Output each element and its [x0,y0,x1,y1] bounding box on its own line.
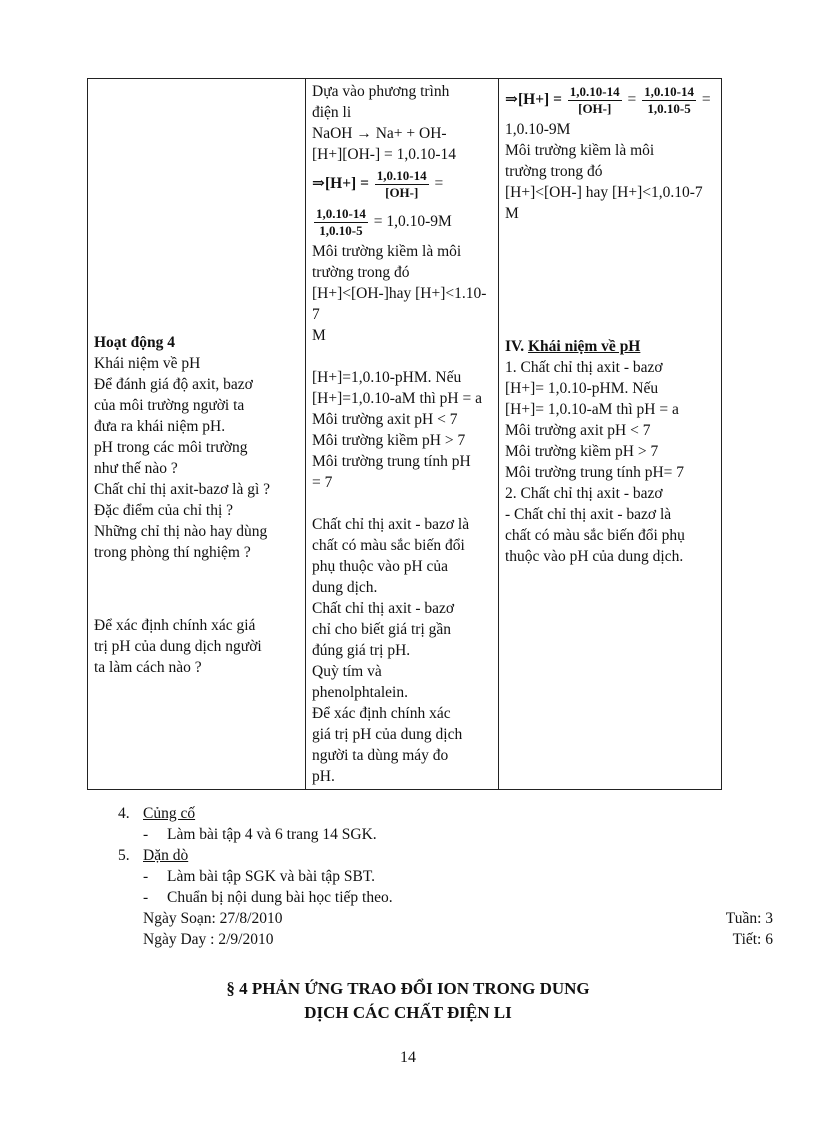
student-line: Môi trường kiềm là môi [312,243,462,260]
content-line: Môi trường axit pH < 7 [505,422,651,439]
formula-text: = 1,0.10-9M [373,213,452,230]
week-number: Tuần: 3 [725,910,773,927]
formula-text: = [434,175,444,192]
bullet-dash: - [143,868,149,885]
formula-text: ⇒[H+] = [312,175,369,192]
fraction-denominator: [OH-] [385,184,419,200]
period-number: Tiết: 6 [732,931,773,948]
content-line: M [505,205,519,222]
student-line: Môi trường axit pH < 7 [312,411,458,428]
formula-text: = [627,91,637,108]
fraction-denominator: 1,0.10-5 [319,222,363,238]
activity-line: Những chỉ thị nào hay dùng [94,523,268,540]
activity-line: Để xác định chính xác giá [94,617,256,634]
fraction-line [505,81,715,119]
bullet-dash: - [143,826,149,843]
list-item [118,803,778,824]
content-line: thuộc vào pH của dung dịch. [505,548,684,565]
fraction-numerator: 1,0.10-14 [376,167,427,183]
activity-line: đưa ra khái niệm pH. [94,418,226,435]
student-line: [H+]=1,0.10-pHM. Nếu [312,369,462,386]
prep-date: Ngày Soạn: 27/8/2010 [143,910,283,927]
lesson-steps [118,803,778,908]
student-line: trường trong đó [312,264,410,281]
teach-date: Ngày Day : 2/9/2010 [143,931,274,948]
activity-line: Chất chỉ thị axit-bazơ là gì ? [94,481,271,498]
student-line: Môi trường kiềm pH > 7 [312,432,466,449]
item-text: Làm bài tập SGK và bài tập SBT. [167,868,376,885]
student-line: Dựa vào phương trình [312,83,450,100]
item-text: Làm bài tập 4 và 6 trang 14 SGK. [167,826,377,843]
student-activity-cell [306,79,499,790]
fraction [642,84,696,117]
item-label: Củng cố [143,805,196,822]
activity-line: ta làm cách nào ? [94,659,202,676]
activity-line: như thế nào ? [94,460,178,477]
date-row [143,929,773,950]
item-number: 4. [118,805,130,822]
fraction [568,84,622,117]
fraction-numerator: 1,0.10-14 [316,205,366,221]
fraction-denominator: [OH-] [578,100,612,116]
student-line: người ta dùng máy đo [312,747,449,764]
equation-line: NaOH → Na+ + OH- [312,125,447,142]
content-cell [499,79,722,790]
student-line: phenolphtalein. [312,684,408,701]
activity-line: trị pH của dung dịch người [94,638,262,655]
activity-line: Đặc điểm của chỉ thị ? [94,502,234,519]
section-number: IV. [505,338,525,355]
student-line: Chất chỉ thị axit - bazơ [312,600,455,617]
item-label: Dặn dò [143,847,189,864]
student-line: Quỳ tím và [312,663,382,680]
student-line: M [312,327,326,344]
fraction [314,206,368,239]
item-text: Chuẩn bị nội dung bài học tiếp theo. [167,889,393,906]
student-line: Môi trường trung tính pH [312,453,471,470]
content-line: 1. Chất chỉ thị axit - bazơ [505,359,663,376]
activity-heading: Hoạt động 4 [94,334,175,351]
student-line: [H+]=1,0.10-aM thì pH = a [312,390,483,407]
item-number: 5. [118,847,130,864]
list-item [118,845,778,866]
student-line: phụ thuộc vào pH của [312,558,449,575]
date-row [143,908,773,929]
student-line: đúng giá trị pH. [312,642,411,659]
content-line: Môi trường kiềm pH > 7 [505,443,659,460]
activity-line: pH trong các môi trường [94,439,248,456]
content-line: [H+]= 1,0.10-aM thì pH = a [505,401,679,418]
lesson-title-line: DỊCH CÁC CHẤT ĐIỆN LI [304,1003,512,1022]
page-number: 14 [400,1049,416,1066]
content-line: trường trong đó [505,163,603,180]
table-row [88,79,722,790]
section-title: Khái niệm về pH [527,338,641,355]
lesson-title-line: § 4 PHẢN ỨNG TRAO ĐỔI ION TRONG DUNG [226,979,590,998]
equation-line: [H+]<[OH-]hay [H+]<1.10-7 [312,285,487,323]
content-line: Môi trường kiềm là môi [505,142,655,159]
content-line: 1,0.10-9M [505,121,571,138]
activity-line: Khái niệm về pH [94,355,201,372]
content-line: - Chất chỉ thị axit - bazơ là [505,506,672,523]
student-line: Chất chỉ thị axit - bazơ là [312,516,470,533]
equation-line: [H+][OH-] = 1,0.10-14 [312,146,457,163]
list-item [118,824,778,845]
lesson-title [0,977,816,1025]
formula-text: ⇒[H+] = [505,91,562,108]
bullet-dash: - [143,889,149,906]
list-item [118,866,778,887]
section-heading [505,336,715,357]
lesson-table [87,78,722,790]
student-line: pH. [312,768,335,785]
student-line: chỉ cho biết giá trị gần [312,621,452,638]
content-line: Môi trường trung tính pH= 7 [505,464,685,481]
equation-line: [H+]<[OH-] hay [H+]<1,0.10-7 [505,184,703,201]
student-line: giá trị pH của dung dịch [312,726,463,743]
student-line: điện li [312,104,352,121]
fraction-line [312,203,492,241]
content-line: chất có màu sắc biến đổi phụ [505,527,685,544]
content-line: 2. Chất chỉ thị axit - bazơ [505,485,663,502]
student-line: Để xác định chính xác [312,705,451,722]
fraction-denominator: 1,0.10-5 [647,100,691,116]
student-line: = 7 [312,474,333,491]
activity-line: của môi trường người ta [94,397,245,414]
teacher-activity-cell [88,79,306,790]
student-line: chất có màu sắc biến đổi [312,537,465,554]
content-line: [H+]= 1,0.10-pHM. Nếu [505,380,659,397]
activity-line: Để đánh giá độ axit, bazơ [94,376,253,393]
student-line: dung dịch. [312,579,378,596]
activity-line: trong phòng thí nghiệm ? [94,544,251,561]
formula-text: = [701,91,711,108]
lesson-dates [143,908,773,950]
fraction-numerator: 1,0.10-14 [569,83,620,99]
fraction [375,168,429,201]
fraction-line [312,165,492,203]
list-item [118,887,778,908]
fraction-numerator: 1,0.10-14 [644,83,694,99]
